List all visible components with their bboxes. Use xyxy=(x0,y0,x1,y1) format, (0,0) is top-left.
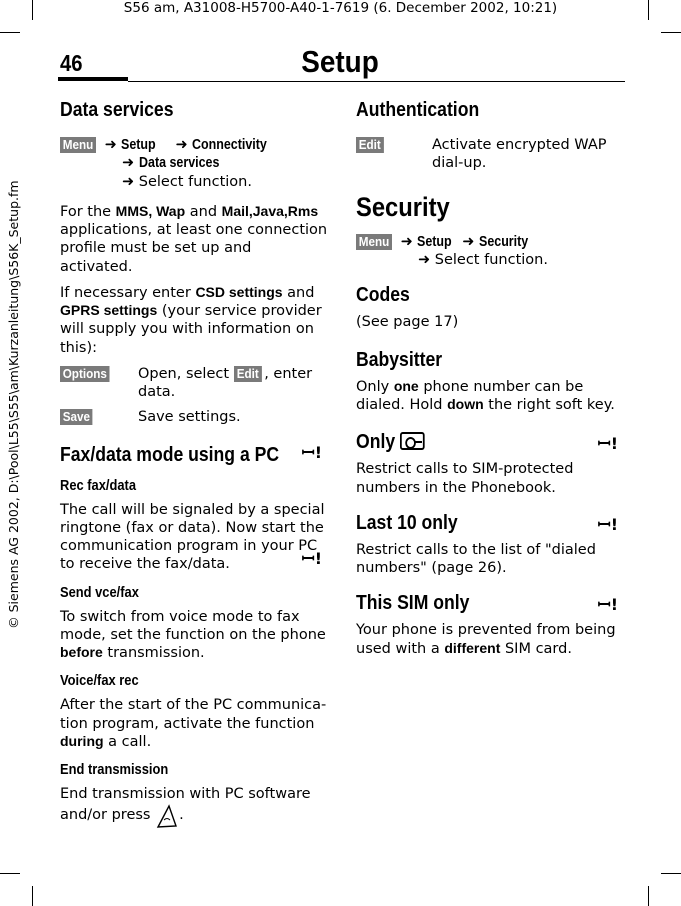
security-path xyxy=(356,233,622,270)
mms-wap-label: MMS, Wap xyxy=(115,202,186,219)
sim-only-text: Your phone is prevented from being used with a different SIM card. xyxy=(356,622,616,657)
different-emphasis: different xyxy=(444,639,501,656)
babysitter-text: Only one phone number can be dialed. Hold down the right soft key. xyxy=(356,377,615,413)
last-10-heading-row xyxy=(356,511,622,535)
csd-settings-label: CSD settings xyxy=(195,283,283,300)
codes-heading: Codes xyxy=(356,284,410,307)
arrow-icon: ➜ xyxy=(122,155,135,172)
applications-paragraph: For the MMS, Wap and Mail,Java,Rms applications, at least one connection profile must be set up and activated. xyxy=(60,202,328,275)
settings-paragraph: If necessary enter CSD settings and GPRS settings (your service provider will supply you with information on this): xyxy=(60,283,322,356)
sim-only-heading: This SIM only xyxy=(356,592,470,615)
header-rule xyxy=(128,81,625,82)
only-heading-row xyxy=(356,430,622,454)
page-number-bar xyxy=(58,77,128,81)
options-softkey: Options xyxy=(60,366,110,382)
options-row: Options Open, select Edit , enter data. xyxy=(60,365,328,402)
menu-path-security: Security xyxy=(478,233,529,250)
side-note-text: © Siemens AG 2002, D:\Pool\L55\S55\am\Kurzanleitung\S56K_Setup.fm xyxy=(6,180,22,629)
authentication-heading: Authentication xyxy=(356,99,480,121)
rec-fax-heading: Rec fax/data xyxy=(60,476,137,494)
sim-only-heading-row xyxy=(356,591,622,615)
one-emphasis: one xyxy=(393,377,419,394)
menu-path-setup: Setup xyxy=(121,137,156,153)
send-vce-fax-text: To switch from voice mode to fax mode, set the function on the phone before transmission. xyxy=(60,608,326,662)
last-10-heading: Last 10 only xyxy=(356,511,458,534)
crop-mark xyxy=(32,886,33,906)
codes-text: (See page 17) xyxy=(356,314,459,331)
crop-mark xyxy=(0,873,20,874)
end-key-icon xyxy=(155,803,179,829)
save-description: Save settings. xyxy=(138,409,241,426)
page-title: Setup xyxy=(301,44,379,79)
arrow-icon: ➜ xyxy=(400,233,413,250)
doc-info: S56 am, A31008-H5700-A40-1-7619 (6. December 2002, 10:21) xyxy=(123,0,558,16)
edit-softkey: Edit xyxy=(356,137,384,153)
arrow-icon: ➜ xyxy=(104,137,117,153)
select-function-text: Select function. xyxy=(434,252,548,269)
menu-softkey: Menu xyxy=(356,234,392,250)
send-vce-fax-heading: Send vce/fax xyxy=(60,583,139,601)
network-dependent-icon: ꟷ! xyxy=(597,434,618,454)
crop-mark xyxy=(0,32,20,33)
last-10-text: Restrict calls to the list of "dialed numbers" (page 26). xyxy=(356,541,596,577)
key-icon xyxy=(400,432,425,450)
data-services-heading: Data services xyxy=(60,99,174,121)
edit-softkey: Edit xyxy=(234,366,262,382)
left-column xyxy=(60,98,328,837)
only-text: Restrict calls to SIM-protected numbers in the Phonebook. xyxy=(356,461,574,496)
right-column xyxy=(356,98,622,666)
crop-mark xyxy=(648,886,649,906)
menu-path-data-services: Data services xyxy=(138,155,220,172)
network-dependent-icon: ꟷ! xyxy=(597,514,618,534)
arrow-icon: ➜ xyxy=(122,173,135,190)
rec-fax-text: The call will be signaled by a special ringtone (fax or data). Now start the communication program in your PC to receive the fax/data. xyxy=(60,501,325,573)
only-heading: Only xyxy=(356,430,590,454)
network-dependent-icon: ꟷ! xyxy=(301,549,322,568)
select-function-text: Select function. xyxy=(138,173,252,190)
menu-path-setup: Setup xyxy=(417,233,452,250)
crop-mark xyxy=(661,32,681,33)
network-dependent-icon: ꟷ! xyxy=(597,595,618,615)
crop-mark xyxy=(661,873,681,874)
voice-fax-rec-text: After the start of the PC communica-tion program, activate the function during a call. xyxy=(60,697,327,750)
network-dependent-icon: ꟷ! xyxy=(301,443,322,462)
authentication-text: Activate encrypted WAP dial-up. xyxy=(432,137,607,172)
end-transmission-heading: End transmission xyxy=(60,761,169,779)
security-heading: Security xyxy=(356,191,450,222)
before-emphasis: before xyxy=(60,644,103,661)
menu-path-connectivity: Connectivity xyxy=(192,137,268,153)
gprs-settings-label: GPRS settings xyxy=(60,302,158,319)
arrow-icon: ➜ xyxy=(175,137,188,153)
mail-java-rms-label: Mail,Java,Rms xyxy=(221,202,319,219)
page-number: 46 xyxy=(60,50,83,76)
babysitter-heading: Babysitter xyxy=(356,348,443,371)
authentication-row xyxy=(356,136,622,173)
data-services-path xyxy=(60,136,328,191)
voice-fax-rec-heading: Voice/fax rec xyxy=(60,672,139,690)
save-row xyxy=(60,408,328,426)
fax-heading: Fax/data mode using a PC xyxy=(60,443,280,466)
arrow-icon: ➜ xyxy=(462,233,475,250)
end-transmission-text: End transmission with PC software and/or press . xyxy=(60,785,328,829)
save-softkey: Save xyxy=(60,409,93,425)
arrow-icon: ➜ xyxy=(418,252,431,269)
down-emphasis: down xyxy=(447,395,484,412)
during-emphasis: during xyxy=(60,732,104,749)
menu-softkey: Menu xyxy=(60,137,96,153)
